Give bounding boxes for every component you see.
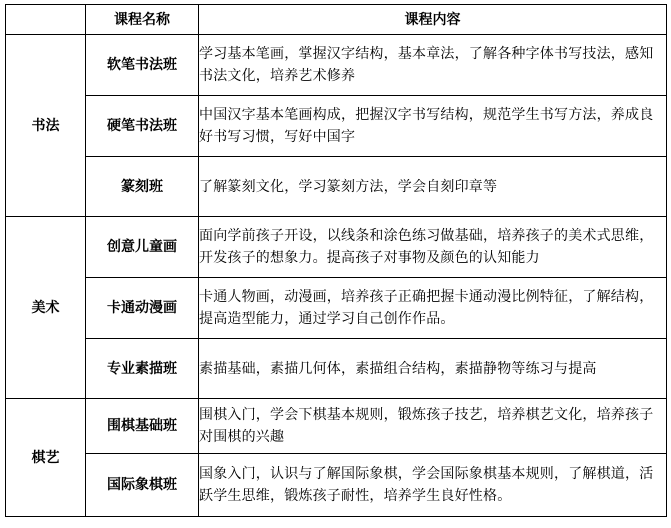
- course-table: [5, 4, 667, 517]
- category-calligraphy: 书法: [6, 35, 86, 217]
- course-name: 专业素描班: [86, 339, 199, 399]
- course-name: 软笔书法班: [86, 35, 199, 96]
- course-name: 围棋基础班: [86, 399, 199, 454]
- header-course-content: 课程内容: [199, 5, 667, 35]
- course-name: 硬笔书法班: [86, 96, 199, 157]
- table-row: [6, 339, 667, 399]
- header-category-cell: [6, 5, 86, 35]
- header-row: [6, 5, 667, 35]
- course-name: 创意儿童画: [86, 217, 199, 278]
- table-row: [6, 454, 667, 517]
- course-content: 国象入门，认识与了解国际象棋，学会国际象棋基本规则，了解棋道，活跃学生思维，锻炼孩子耐性，培养学生良好性格。: [199, 454, 667, 517]
- table-row: [6, 157, 667, 217]
- course-content: 面向学前孩子开设，以线条和涂色练习做基础，培养孩子的美术式思维，开发孩子的想象力。提高孩子对事物及颜色的认知能力: [199, 217, 667, 278]
- course-name: 国际象棋班: [86, 454, 199, 517]
- course-content: 素描基础，素描几何体，素描组合结构，素描静物等练习与提高: [199, 339, 667, 399]
- category-art: 美术: [6, 217, 86, 399]
- table-row: [6, 217, 667, 278]
- course-name: 卡通动漫画: [86, 278, 199, 339]
- course-content: 了解篆刻文化，学习篆刻方法，学会自刻印章等: [199, 157, 667, 217]
- course-content: 围棋入门，学会下棋基本规则，锻炼孩子技艺，培养棋艺文化，培养孩子对围棋的兴趣: [199, 399, 667, 454]
- course-content: 学习基本笔画，掌握汉字结构，基本章法，了解各种字体书写技法，感知书法文化，培养艺术修养: [199, 35, 667, 96]
- course-content: 中国汉字基本笔画构成，把握汉字书写结构，规范学生书写方法，养成良好书写习惯，写好中国字: [199, 96, 667, 157]
- header-course-name: 课程名称: [86, 5, 199, 35]
- table-row: [6, 96, 667, 157]
- category-chess: 棋艺: [6, 399, 86, 517]
- course-name: 篆刻班: [86, 157, 199, 217]
- course-content: 卡通人物画，动漫画，培养孩子正确把握卡通动漫比例特征，了解结构，提高造型能力，通过学习自己创作作品。: [199, 278, 667, 339]
- table-row: [6, 278, 667, 339]
- table-row: [6, 35, 667, 96]
- table-row: [6, 399, 667, 454]
